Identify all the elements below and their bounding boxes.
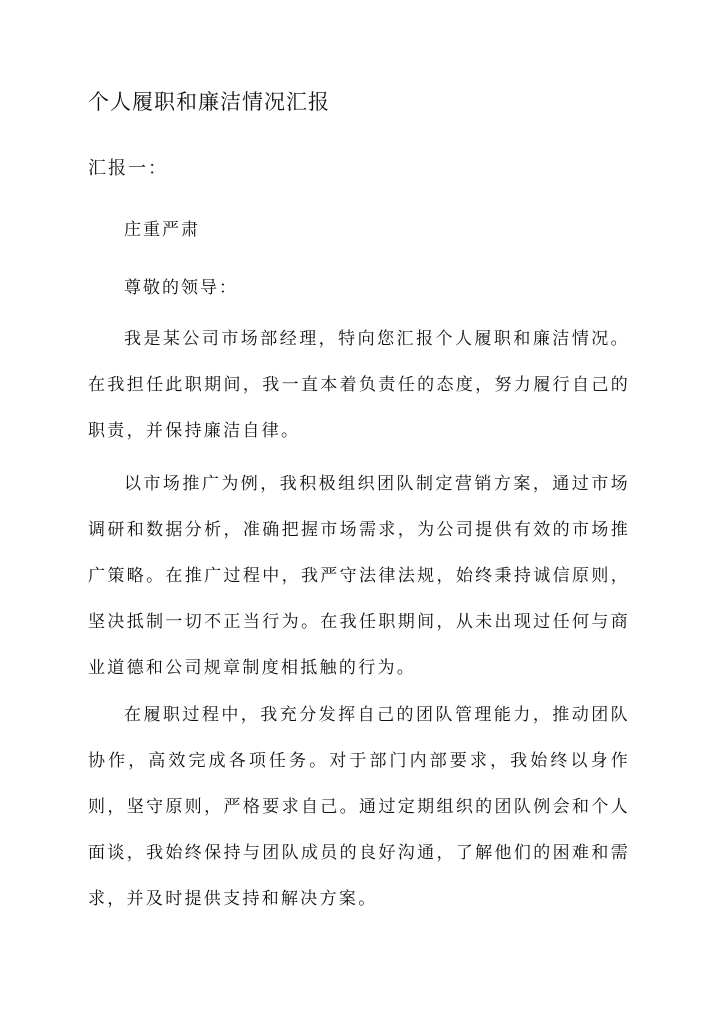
paragraph-2: 以市场推广为例，我积极组织团队制定营销方案，通过市场调研和数据分析，准确把握市场需求，为公司提供有效的市场推广策略。在推广过程中，我严守法律法规，始终秉持诚信原则，坚决抵制一切不正当行为。在我任职期间，从未出现过任何与商业道德和公司规章制度相抵触的行为。 [88, 474, 630, 678]
paragraph-1: 我是某公司市场部经理，特向您汇报个人履职和廉洁情况。在我担任此职期间，我一直本着负责任的态度，努力履行自己的职责，并保持廉洁自律。 [88, 329, 630, 441]
section-heading: 汇报一： [88, 158, 168, 179]
salutation: 尊敬的领导： [124, 278, 238, 298]
paragraph-3: 在履职过程中，我充分发挥自己的团队管理能力，推动团队协作，高效完成各项任务。对于部门内部要求，我始终以身作则，坚守原则，严格要求自己。通过定期组织的团队例会和个人面谈，我始终保持与团队成员的良好沟通，了解他们的困难和需求，并及时提供支持和解决方案。 [88, 705, 630, 909]
document-title: 个人履职和廉洁情况汇报 [88, 90, 330, 114]
subtitle: 庄重严肃 [124, 220, 200, 240]
